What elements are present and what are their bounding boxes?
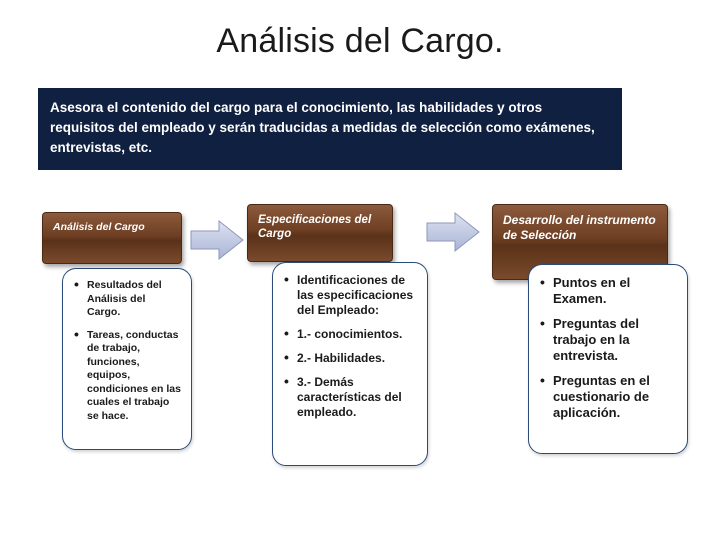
page-title: Análisis del Cargo.	[216, 22, 504, 60]
list-item: • Preguntas del trabajo en la entrevista.	[553, 316, 677, 364]
process-content-especificaciones-del-cargo	[272, 262, 428, 466]
list-item: • 2.- Habilidades.	[297, 351, 417, 366]
arrow-right-icon-1	[189, 218, 245, 267]
process-header-especificaciones-del-cargo: Especificaciones del Cargo	[247, 204, 393, 262]
list-item: • Puntos en el Examen.	[553, 275, 677, 307]
list-item: • Identificaciones de las especificaciones del Empleado:	[297, 273, 417, 318]
process-content-analisis-del-cargo	[62, 268, 192, 450]
process-content-desarrollo-del-instrumento	[528, 264, 688, 454]
arrow-right-icon-2	[425, 210, 481, 259]
list-item: • Resultados del Análisis del Cargo.	[87, 279, 181, 320]
list-item: • Tareas, conductas de trabajo, funciones, equipos, condiciones en las cuales el trabajo se hace.	[87, 329, 181, 424]
subtitle-banner: Asesora el contenido del cargo para el conocimiento, las habilidades y otros requisitos del empleado y serán traducidas a medidas de selección como exámenes, entrevistas, etc.	[38, 88, 622, 170]
list-item: • 3.- Demás características del empleado.	[297, 375, 417, 420]
process-header-desarrollo-del-instrumento: Desarrollo del instrumento de Selección	[492, 204, 668, 280]
process-header-analisis-del-cargo: Análisis del Cargo	[42, 212, 182, 264]
list-item: • Preguntas en el cuestionario de aplicación.	[553, 373, 677, 421]
list-item: • 1.- conocimientos.	[297, 327, 417, 342]
